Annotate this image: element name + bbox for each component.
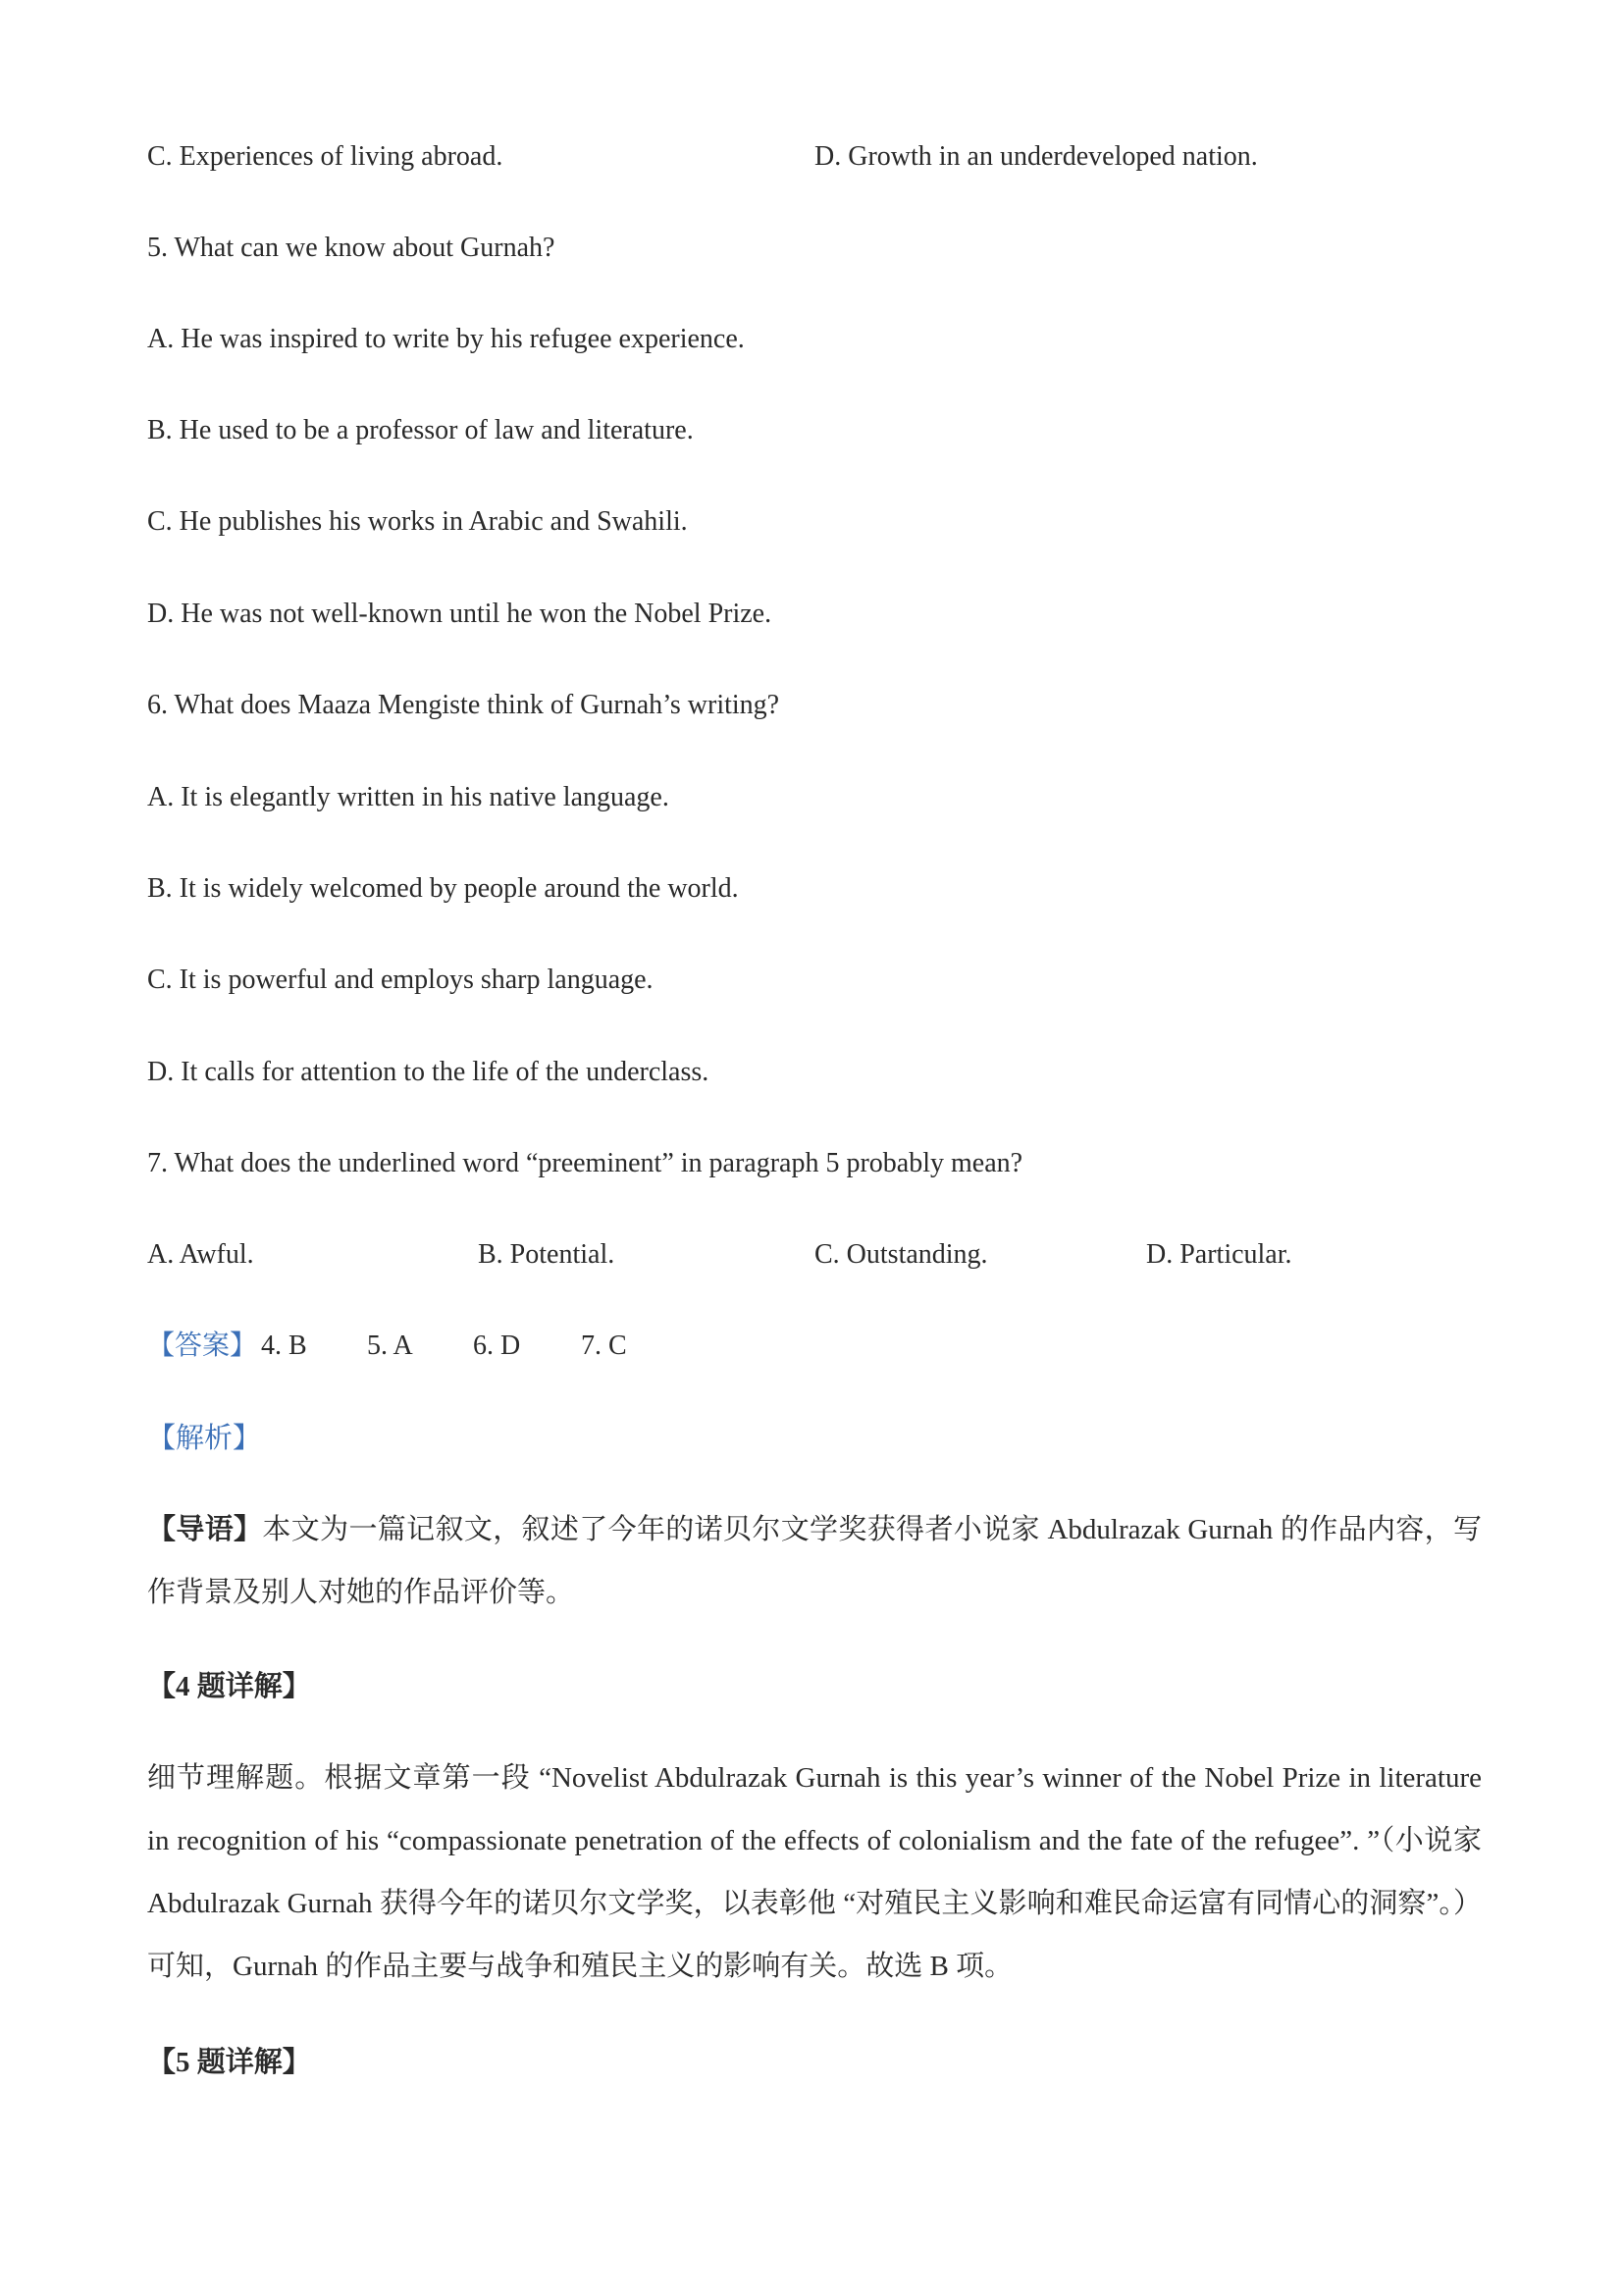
analysis-label: 【解析】	[147, 1423, 262, 1454]
answer-item: 5. A	[367, 1331, 413, 1361]
q5-option-a: A. He was inspired to write by his refugee experience.	[147, 324, 745, 354]
q6-option-c: C. It is powerful and employs sharp language.	[147, 965, 654, 995]
q4-option-c: C. Experiences of living abroad.	[147, 141, 503, 172]
q7-option-a: A. Awful.	[147, 1239, 254, 1270]
answer-item: 4. B	[261, 1331, 307, 1361]
intro-label: 【导语】	[147, 1514, 263, 1545]
q7-stem: 7. What does the underlined word “preeminent” in paragraph 5 probably mean?	[147, 1148, 1023, 1178]
q4-option-d: D. Growth in an underdeveloped nation.	[814, 141, 1258, 172]
q5-stem: 5. What can we know about Gurnah?	[147, 233, 555, 263]
answer-item: 6. D	[473, 1331, 521, 1361]
answer-label: 【答案】	[147, 1331, 258, 1361]
q6-option-d: D. It calls for attention to the life of the underclass.	[147, 1057, 709, 1087]
q5-option-b: B. He used to be a professor of law and literature.	[147, 415, 694, 445]
q7-option-d: D. Particular.	[1146, 1239, 1292, 1270]
q7-option-c: C. Outstanding.	[814, 1239, 988, 1270]
intro-paragraph	[147, 1498, 1482, 1624]
q6-stem: 6. What does Maaza Mengiste think of Gurnah’s writing?	[147, 690, 780, 720]
q7-option-b: B. Potential.	[478, 1239, 615, 1270]
q6-option-b: B. It is widely welcomed by people around the world.	[147, 873, 739, 904]
q6-option-a: A. It is elegantly written in his native language.	[147, 782, 669, 812]
q5-option-c: C. He publishes his works in Arabic and Swahili.	[147, 506, 688, 537]
intro-text: 本文为一篇记叙文，叙述了今年的诺贝尔文学奖获得者小说家 Abdulrazak Gurnah 的作品内容，写作背景及别人对她的作品评价等。	[147, 1514, 1482, 1608]
q5-option-d: D. He was not well-known until he won the Nobel Prize.	[147, 599, 772, 629]
answer-item: 7. C	[581, 1331, 627, 1361]
q4-detail-text: 细节理解题。根据文章第一段 “Novelist Abdulrazak Gurnah is this year’s winner of the Nobel Prize in literature in recognition of his “compassionate penetration of the effects of colonialism and the fate of the refugee”. ”（小说家 Abdulrazak Gurnah 获得今年的诺贝尔文学奖，以表彰他 “对殖民主义影响和难民命运富有同情心的洞察”。）可知，Gurnah 的作品主要与战争和殖民主义的影响有关。故选 B 项。	[147, 1762, 1482, 1982]
q4-detail-heading: 【4 题详解】	[147, 1671, 311, 1702]
q5-detail-heading: 【5 题详解】	[147, 2047, 311, 2078]
